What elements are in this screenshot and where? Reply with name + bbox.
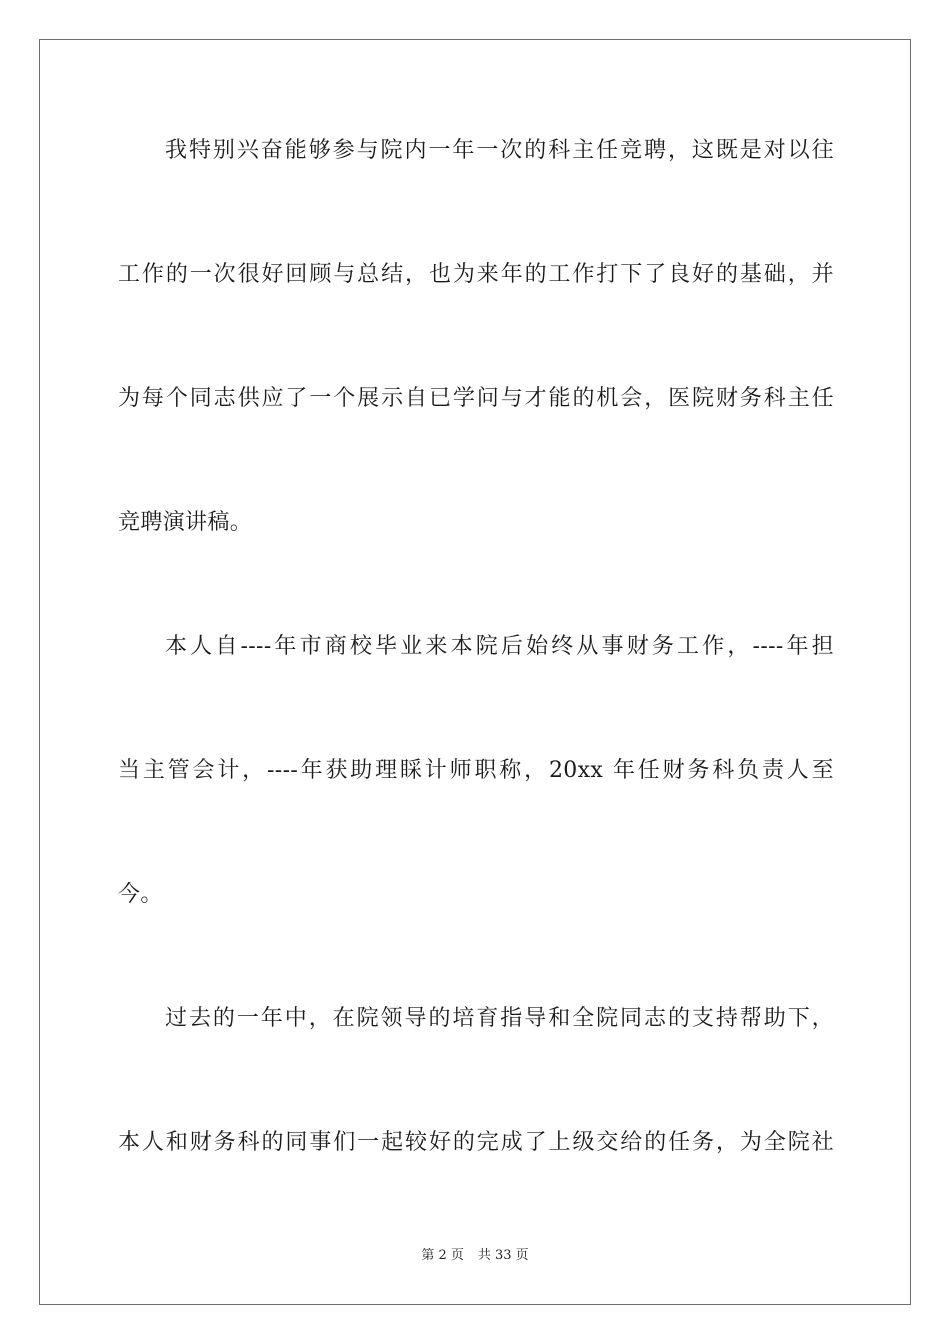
paragraph-2-line-2: 当主管会计，----年获助理睬计师职称，20xx 年任财务科负责人至	[118, 758, 834, 783]
page-total: 共 33 页	[477, 1248, 529, 1263]
paragraph-2-line-3: 今。	[118, 882, 163, 907]
page-border	[39, 39, 911, 1305]
paragraph-1-line-3: 为每个同志供应了一个展示自已学问与才能的机会，医院财务科主任	[118, 386, 834, 411]
page-footer	[0, 1247, 950, 1265]
paragraph-1-line-1: 我特别兴奋能够参与院内一年一次的科主任竞聘，这既是对以往	[165, 138, 834, 163]
paragraph-3-line-2: 本人和财务科的同事们一起较好的完成了上级交给的任务，为全院社	[118, 1130, 834, 1155]
paragraph-3-line-1: 过去的一年中，在院领导的培育指导和全院同志的支持帮助下，	[165, 1006, 834, 1031]
paragraph-2-line-1: 本人自----年市商校毕业来本院后始终从事财务工作，----年担	[165, 634, 834, 659]
paragraph-1-line-2: 工作的一次很好回顾与总结，也为来年的工作打下了良好的基础，并	[118, 262, 834, 287]
page-number: 第 2 页	[421, 1248, 464, 1263]
paragraph-1-line-4: 竞聘演讲稿。	[118, 510, 253, 535]
